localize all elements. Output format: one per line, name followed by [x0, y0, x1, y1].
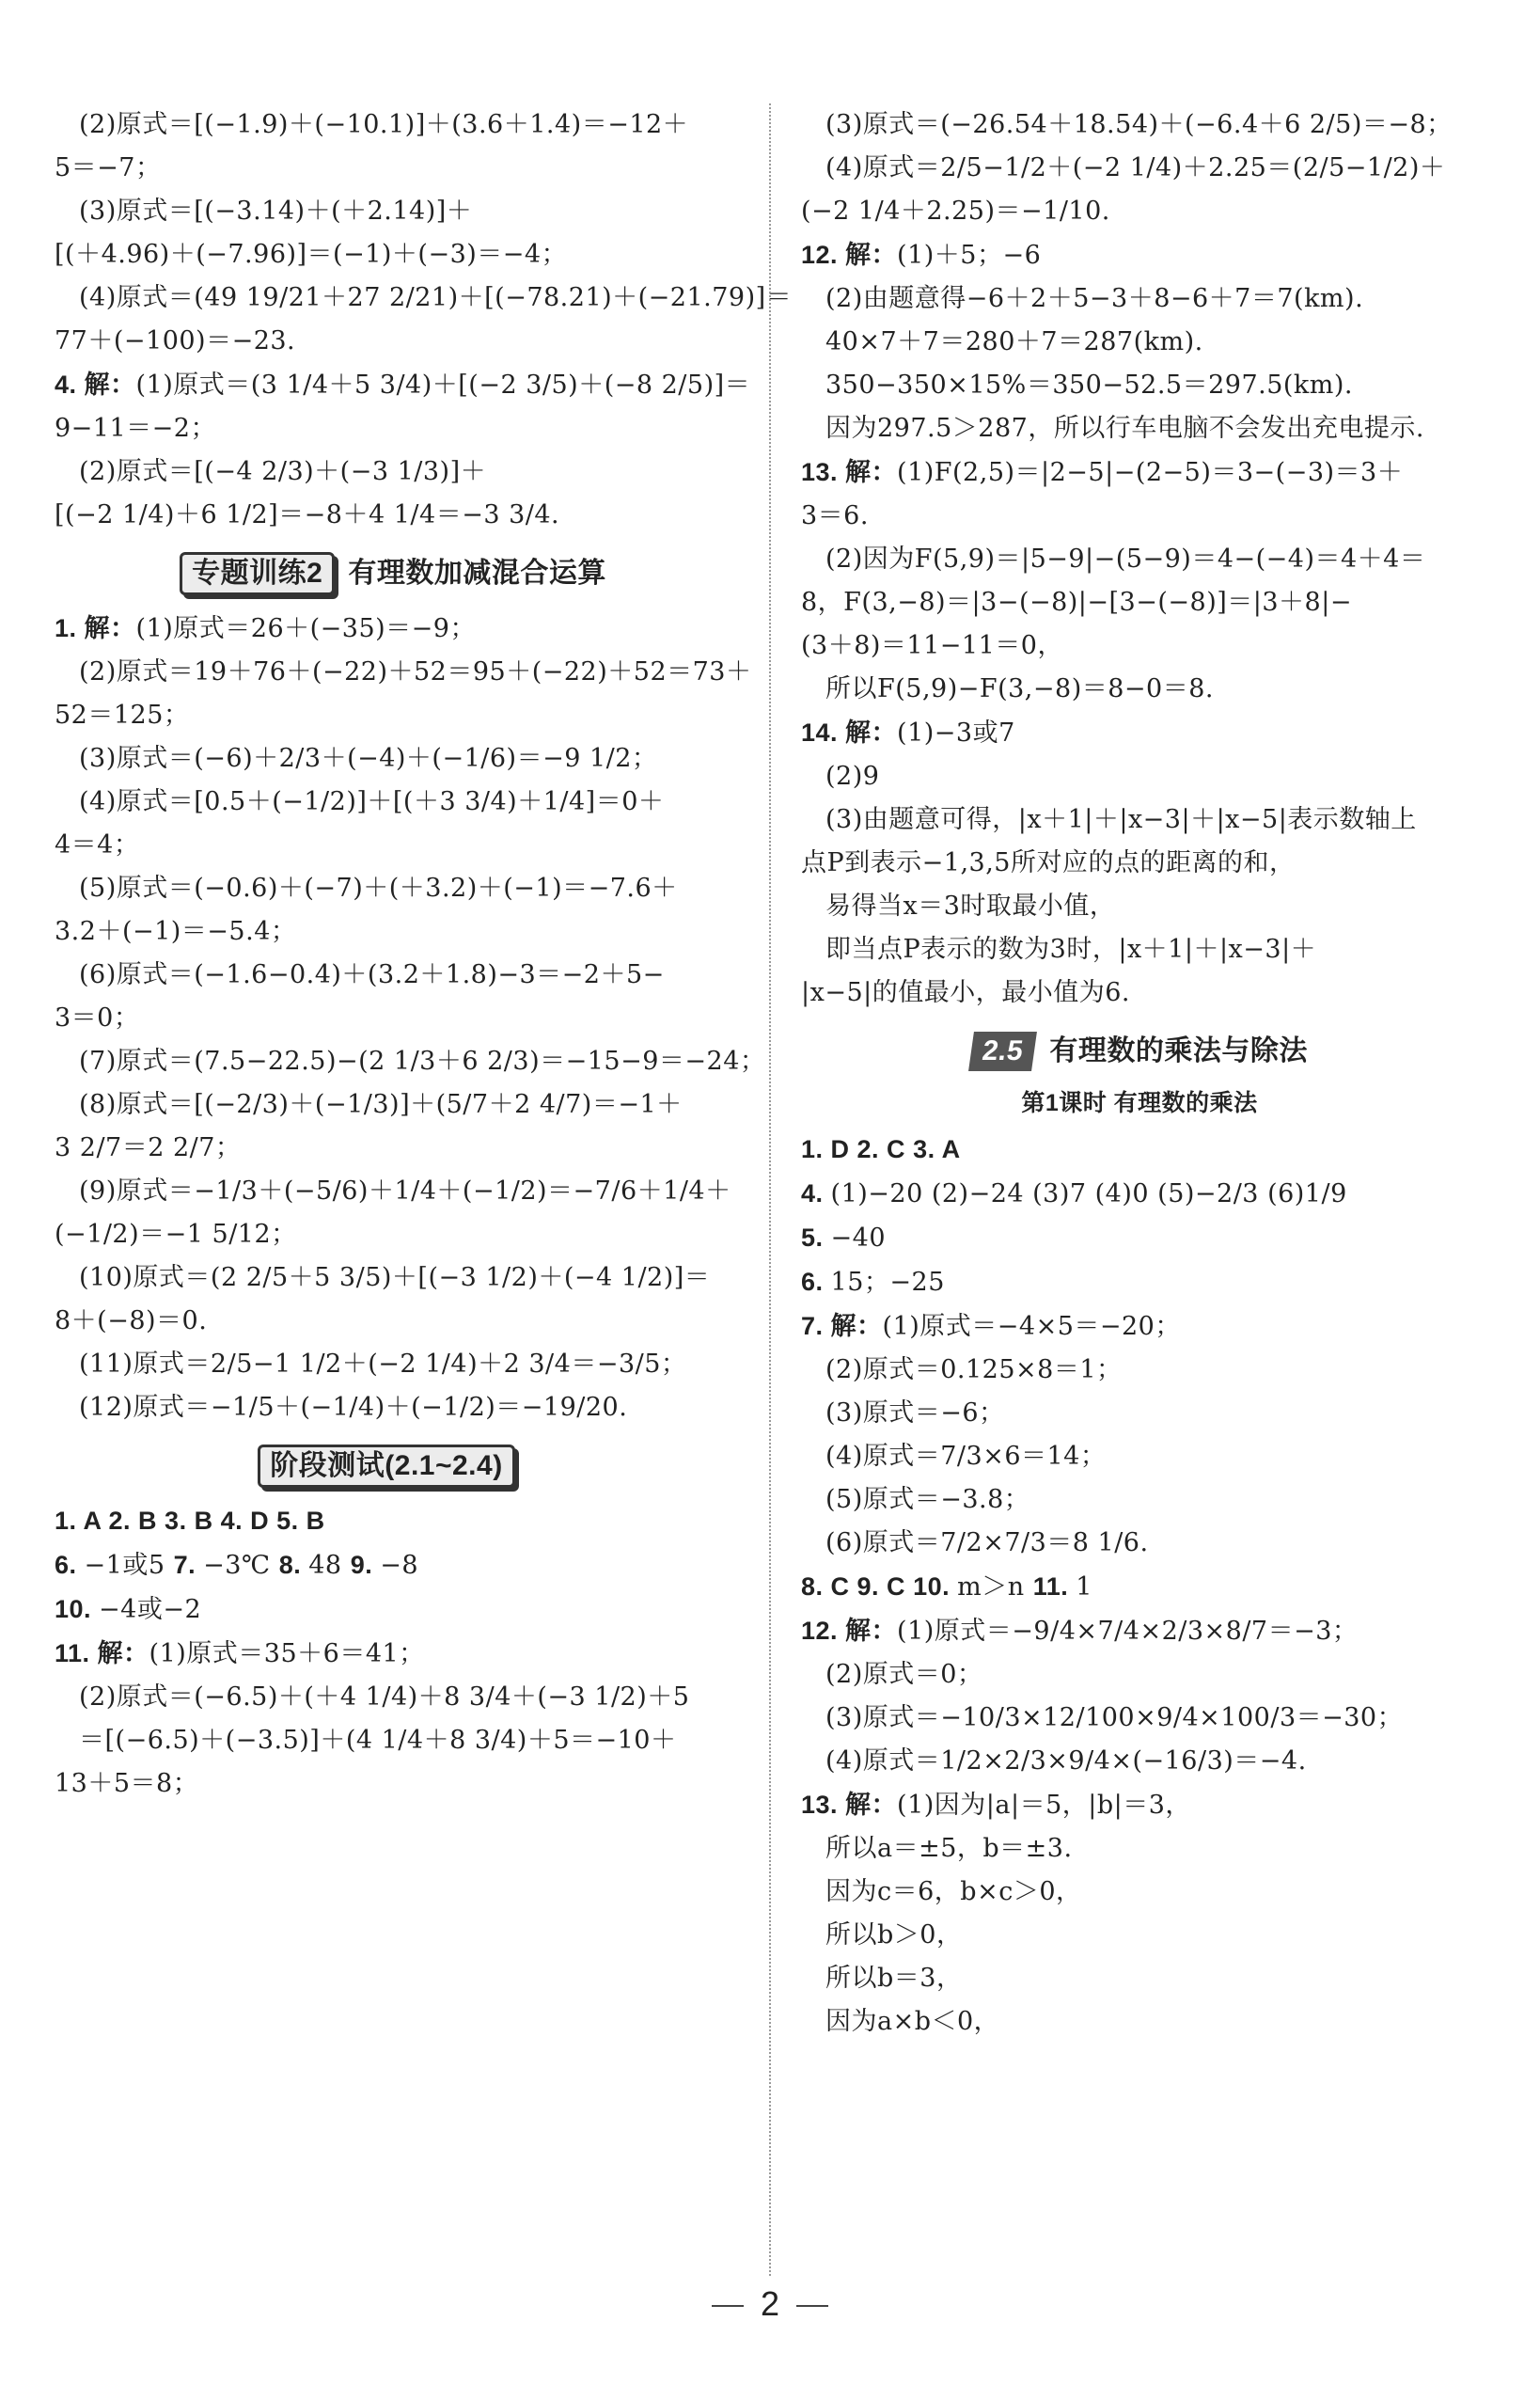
answer-text: (8)原式＝[(−2/3)＋(−1/3)]＋(5/7＋2 4/7)＝−1＋: [79, 1090, 683, 1119]
question-number: 12.: [801, 241, 846, 269]
answer-text: 8，F(3,−8)＝|3−(−8)|−[3−(−8)]＝|3＋8|−: [801, 588, 1352, 617]
answer-line: [801, 711, 1478, 755]
question-number: 1. A: [55, 1507, 109, 1535]
question-number: 解：: [845, 1617, 898, 1645]
answer-line: [55, 1386, 731, 1429]
section-title: [55, 1443, 731, 1490]
answer-line: [55, 737, 731, 781]
answer-line: [801, 233, 1478, 277]
question-number: 4.: [55, 371, 85, 399]
question-number: 13.: [801, 458, 846, 486]
answer-text: 48: [308, 1551, 351, 1580]
answer-line: [55, 1762, 731, 1806]
answer-line: [801, 1478, 1478, 1522]
answer-line: [801, 971, 1478, 1015]
answer-line: [801, 450, 1478, 495]
answer-text: (2)由题意得−6＋2＋5−3＋8−6＋7＝7(km).: [825, 284, 1364, 313]
answer-text: (1)原式＝−9/4×7/4×2/3×8/7＝−3；: [897, 1617, 1359, 1646]
question-number: 9.: [350, 1551, 381, 1579]
answer-line: [55, 320, 731, 363]
answer-line: [801, 798, 1478, 842]
answer-text: (3)原式＝−6；: [825, 1398, 1005, 1428]
answer-text: (3)原式＝−10/3×12/100×9/4×100/3＝−30；: [825, 1703, 1404, 1732]
question-number: 3. B: [165, 1507, 221, 1535]
answer-text: (6)原式＝7/2×7/3＝8 1/6.: [825, 1528, 1149, 1557]
answer-line: [55, 494, 731, 537]
answer-text: 9−11＝−2；: [55, 414, 216, 443]
question-number: 7.: [173, 1551, 204, 1579]
answer-text: (2)原式＝[(−1.9)＋(−10.1)]＋(3.6＋1.4)＝−12＋: [79, 110, 689, 139]
question-number: 10.: [55, 1595, 100, 1623]
answer-text: (3)原式＝(−26.54＋18.54)＋(−6.4＋6 2/5)＝−8；: [825, 110, 1453, 139]
answer-text: 点P到表示−1,3,5所对应的点的距离的和，: [801, 848, 1296, 877]
question-number: 14.: [801, 718, 846, 747]
question-number: 6.: [801, 1268, 831, 1296]
question-number: 11.: [55, 1639, 98, 1667]
answer-line: [55, 651, 752, 694]
answer-text: 所以b＝3，: [825, 1964, 963, 1993]
answer-text: 350−350×15%＝350−52.5＝297.5(km).: [825, 371, 1354, 400]
answer-line: [55, 407, 731, 450]
section-heading: 有理数加减混合运算: [348, 558, 606, 589]
answer-line: [55, 233, 731, 276]
answer-line: [55, 1170, 731, 1213]
answer-line: [801, 1435, 1478, 1478]
answer-text: (10)原式＝(2 2/5＋5 3/5)＋[(−3 1/2)＋(−4 1/2)]＝: [79, 1263, 711, 1292]
answer-line: [801, 1128, 1478, 1172]
question-number: 10.: [913, 1572, 958, 1601]
answer-line: [55, 910, 731, 954]
question-number: 解：: [845, 458, 898, 486]
answer-text: 13＋5＝8；: [55, 1769, 199, 1798]
answer-text: ＝[(−6.5)＋(−3.5)]＋(4 1/4＋8 3/4)＋5＝−10＋: [79, 1726, 677, 1755]
answer-line: [55, 276, 793, 320]
question-number: 解：: [845, 241, 898, 269]
answer-text: −4或−2: [99, 1595, 202, 1624]
answer-text: −8: [380, 1551, 419, 1580]
answer-text: (−2 1/4＋2.25)＝−1/10.: [801, 197, 1110, 226]
answer-line: [801, 495, 1478, 538]
answer-text: (3)原式＝[(−3.14)＋(＋2.14)]＋: [79, 197, 473, 226]
answer-text: (3)原式＝(−6)＋2/3＋(−4)＋(−1/6)＝−9 1/2；: [79, 744, 658, 773]
answer-text: 即当点P表示的数为3时，|x＋1|＋|x−3|＋: [825, 935, 1317, 964]
answer-line: [801, 1783, 1478, 1827]
answer-line: [801, 1260, 1478, 1304]
answer-text: [(−2 1/4)＋6 1/2]＝−8＋4 1/4＝−3 3/4.: [55, 500, 560, 529]
answer-line: [801, 1697, 1478, 1740]
answer-line: [801, 103, 1478, 147]
section-tag: 专题训练2: [180, 552, 335, 595]
answer-line: [55, 997, 731, 1040]
answer-line: [55, 450, 731, 494]
answer-line: [55, 1040, 766, 1083]
answer-line: [801, 2000, 1478, 2044]
answer-line: [801, 147, 1478, 190]
answer-line: [55, 147, 731, 190]
answer-text: (1)−20 (2)−24 (3)7 (4)0 (5)−2/3 (6)1/9: [830, 1179, 1347, 1208]
question-number: 4.: [801, 1179, 831, 1208]
answer-line: [801, 1653, 1478, 1697]
question-number: 3. A: [913, 1135, 961, 1163]
answer-text: (1)−3或7: [897, 718, 1015, 748]
answer-text: (1)原式＝(3 1/4＋5 3/4)＋[(−2 3/5)＋(−8 2/5)]＝: [135, 371, 751, 400]
answer-line: [801, 1957, 1478, 2000]
answer-line: [801, 885, 1478, 928]
answer-text: 4＝4；: [55, 830, 140, 860]
answer-text: 因为c＝6，b×c＞0，: [825, 1877, 1082, 1906]
right-column: [801, 103, 1478, 2044]
answer-text: (4)原式＝(49 19/21＋27 2/21)＋[(−78.21)＋(−21.79)]＝: [79, 283, 793, 312]
question-number: 7.: [801, 1312, 831, 1340]
answer-line: [55, 824, 731, 867]
answer-text: (11)原式＝2/5−1 1/2＋(−2 1/4)＋2 3/4＝−3/5；: [79, 1350, 687, 1379]
answer-text: (3＋8)＝11−11＝0，: [801, 631, 1063, 660]
question-number: 解：: [84, 614, 136, 642]
answer-text: 因为a×b＜0，: [825, 2007, 1000, 2036]
answer-text: (2)因为F(5,9)＝|5−9|−(5−9)＝4−(−4)＝4＋4＝: [825, 545, 1426, 574]
answer-line: [55, 1587, 731, 1632]
answer-line: [801, 668, 1478, 711]
answer-line: [801, 407, 1478, 450]
answer-line: [801, 1392, 1478, 1435]
answer-line: [55, 1676, 731, 1719]
answer-line: [801, 190, 1478, 233]
answer-line: [55, 1213, 731, 1256]
answer-text: (1)原式＝35＋6＝41；: [149, 1639, 425, 1668]
question-number: 11.: [1032, 1572, 1076, 1601]
answer-line: [801, 1349, 1478, 1392]
answer-text: (6)原式＝(−1.6−0.4)＋(3.2＋1.8)−3＝−2＋5−: [79, 960, 665, 989]
answer-line: [55, 607, 731, 651]
question-number: 解：: [845, 718, 898, 747]
answer-text: 40×7＋7＝280＋7＝287(km).: [825, 327, 1203, 356]
answer-line: [801, 842, 1478, 885]
answer-text: 易得当x＝3时取最小值，: [825, 892, 1116, 921]
answer-line: [55, 1300, 731, 1343]
answer-line: [55, 781, 731, 824]
question-number: 1. D: [801, 1135, 857, 1163]
answer-text: 所以b＞0，: [825, 1920, 963, 1950]
lesson-title: [801, 1028, 1478, 1075]
question-number: 解：: [97, 1639, 149, 1667]
question-number: 5. B: [276, 1507, 325, 1535]
answer-line: [801, 1304, 1478, 1349]
answer-text: 所以a＝±5，b＝±3.: [825, 1834, 1073, 1863]
question-number: 解：: [845, 1791, 898, 1819]
answer-line: [801, 1565, 1478, 1609]
answer-text: (5)原式＝(−0.6)＋(−7)＋(＋3.2)＋(−1)＝−7.6＋: [79, 874, 678, 903]
answer-line: [801, 364, 1478, 407]
answer-line: [55, 1083, 731, 1127]
footer-dash-left: [712, 2305, 744, 2307]
answer-line: [55, 694, 731, 737]
answer-text: −40: [830, 1224, 887, 1253]
answer-text: (1)原式＝−4×5＝−20；: [882, 1312, 1181, 1341]
answer-line: [55, 103, 731, 147]
left-column: [55, 103, 793, 1806]
answer-line: [55, 190, 731, 233]
answer-text: [(＋4.96)＋(−7.96)]＝(−1)＋(−3)＝−4；: [55, 240, 568, 269]
answer-text: (2)9: [825, 762, 880, 791]
answer-text: (1)F(2,5)＝|2−5|−(2−5)＝3−(−3)＝3＋: [897, 458, 1404, 487]
answer-text: 52＝125；: [55, 701, 190, 730]
question-number: 2. C: [856, 1135, 914, 1163]
question-number: 9. C: [856, 1572, 914, 1601]
answer-line: [801, 1609, 1478, 1653]
answer-line: [55, 363, 751, 407]
answer-line: [801, 1827, 1478, 1871]
answer-text: (3)由题意可得，|x＋1|＋|x−3|＋|x−5|表示数轴上: [825, 805, 1417, 834]
question-number: 5.: [801, 1224, 831, 1252]
section-badge: 2.5: [968, 1032, 1037, 1071]
answer-line: [801, 1522, 1478, 1565]
answer-text: (1)因为|a|＝5，|b|＝3，: [897, 1791, 1191, 1820]
answer-text: 3 2/7＝2 2/7；: [55, 1133, 242, 1162]
answer-text: (4)原式＝2/5−1/2＋(−2 1/4)＋2.25＝(2/5−1/2)＋: [825, 153, 1446, 182]
question-number: 8. C: [801, 1572, 857, 1601]
question-number: 8.: [278, 1551, 309, 1579]
answer-line: [55, 1343, 731, 1386]
answer-text: (2)原式＝(−6.5)＋(＋4 1/4)＋8 3/4＋(−3 1/2)＋5: [79, 1682, 690, 1712]
answer-text: (1)原式＝26＋(−35)＝−9；: [135, 614, 476, 643]
answer-text: 5＝−7；: [55, 153, 162, 182]
answer-line: [801, 1216, 1478, 1260]
answer-line: [55, 954, 731, 997]
question-number: 2. B: [108, 1507, 165, 1535]
answer-text: m＞n: [957, 1572, 1033, 1602]
answer-line: [801, 1172, 1478, 1216]
answer-text: (4)原式＝1/2×2/3×9/4×(−16/3)＝−4.: [825, 1746, 1307, 1776]
answer-text: 77＋(−100)＝−23.: [55, 326, 296, 355]
lesson-subtitle: 第1课时 有理数的乘法: [1021, 1090, 1258, 1116]
answer-text: (2)原式＝19＋76＋(−22)＋52＝95＋(−22)＋52＝73＋: [79, 657, 752, 687]
answer-text: (12)原式＝−1/5＋(−1/4)＋(−1/2)＝−19/20.: [79, 1393, 628, 1422]
answer-line: [801, 928, 1478, 971]
answer-text: 3＝0；: [55, 1003, 140, 1033]
answer-line: [801, 755, 1478, 798]
answer-line: [55, 1127, 731, 1170]
page-number: 2: [760, 2284, 780, 2323]
question-number: 4. D: [220, 1507, 277, 1535]
answer-text: (7)原式＝(7.5−22.5)−(2 1/3＋6 2/3)＝−15−9＝−24；: [79, 1047, 766, 1076]
answer-text: (1)＋5；−6: [897, 241, 1042, 270]
answer-text: 所以F(5,9)−F(3,−8)＝8−0＝8.: [825, 674, 1214, 703]
answer-line: [801, 1740, 1478, 1783]
answer-text: (2)原式＝0；: [825, 1660, 983, 1689]
answer-line: [801, 581, 1478, 624]
answer-text: 8＋(−8)＝0.: [55, 1306, 208, 1335]
section-heading: 有理数的乘法与除法: [1049, 1035, 1308, 1066]
answer-line: [801, 624, 1478, 668]
answer-line: [801, 538, 1478, 581]
answer-text: (4)原式＝7/3×6＝14；: [825, 1442, 1107, 1471]
answer-text: 因为297.5＞287，所以行车电脑不会发出充电提示.: [825, 414, 1424, 443]
question-number: 6.: [55, 1551, 85, 1579]
answer-line: [801, 277, 1478, 321]
answer-text: 3.2＋(−1)＝−5.4；: [55, 917, 297, 946]
page-footer: [0, 2281, 1540, 2328]
answer-text: 1: [1076, 1572, 1092, 1602]
answer-text: −1或5: [84, 1551, 174, 1580]
answer-line: [55, 1632, 731, 1676]
section-tag: 阶段测试(2.1~2.4): [258, 1445, 514, 1488]
question-number: 解：: [84, 371, 136, 399]
answer-text: 3＝6.: [801, 501, 869, 530]
answer-text: (−1/2)＝−1 5/12；: [55, 1220, 297, 1249]
answer-line: [801, 321, 1478, 364]
section-title: [55, 550, 731, 597]
answer-line: [55, 1499, 731, 1543]
answer-text: (4)原式＝[0.5＋(−1/2)]＋[(＋3 3/4)＋1/4]＝0＋: [79, 787, 665, 816]
question-number: 12.: [801, 1617, 846, 1645]
answer-line: [801, 1914, 1478, 1957]
question-number: 13.: [801, 1791, 846, 1819]
column-divider: [769, 103, 771, 2276]
answer-line: [55, 1719, 731, 1762]
answer-text: (2)原式＝[(−4 2/3)＋(−3 1/3)]＋: [79, 457, 487, 486]
answer-line: [55, 867, 731, 910]
answer-text: (2)原式＝0.125×8＝1；: [825, 1355, 1123, 1384]
answer-text: (5)原式＝−3.8；: [825, 1485, 1030, 1514]
question-number: 1.: [55, 614, 85, 642]
answer-line: [55, 1256, 731, 1300]
answer-text: |x−5|的值最小，最小值为6.: [801, 978, 1130, 1007]
answer-text: −3℃: [203, 1551, 279, 1580]
question-number: 解：: [830, 1312, 883, 1340]
footer-dash-right: [796, 2305, 828, 2307]
answer-text: (9)原式＝−1/3＋(−5/6)＋1/4＋(−1/2)＝−7/6＋1/4＋: [79, 1176, 731, 1206]
answer-line: [55, 1543, 731, 1587]
answer-line: [801, 1871, 1478, 1914]
answer-text: 15；−25: [830, 1268, 945, 1297]
